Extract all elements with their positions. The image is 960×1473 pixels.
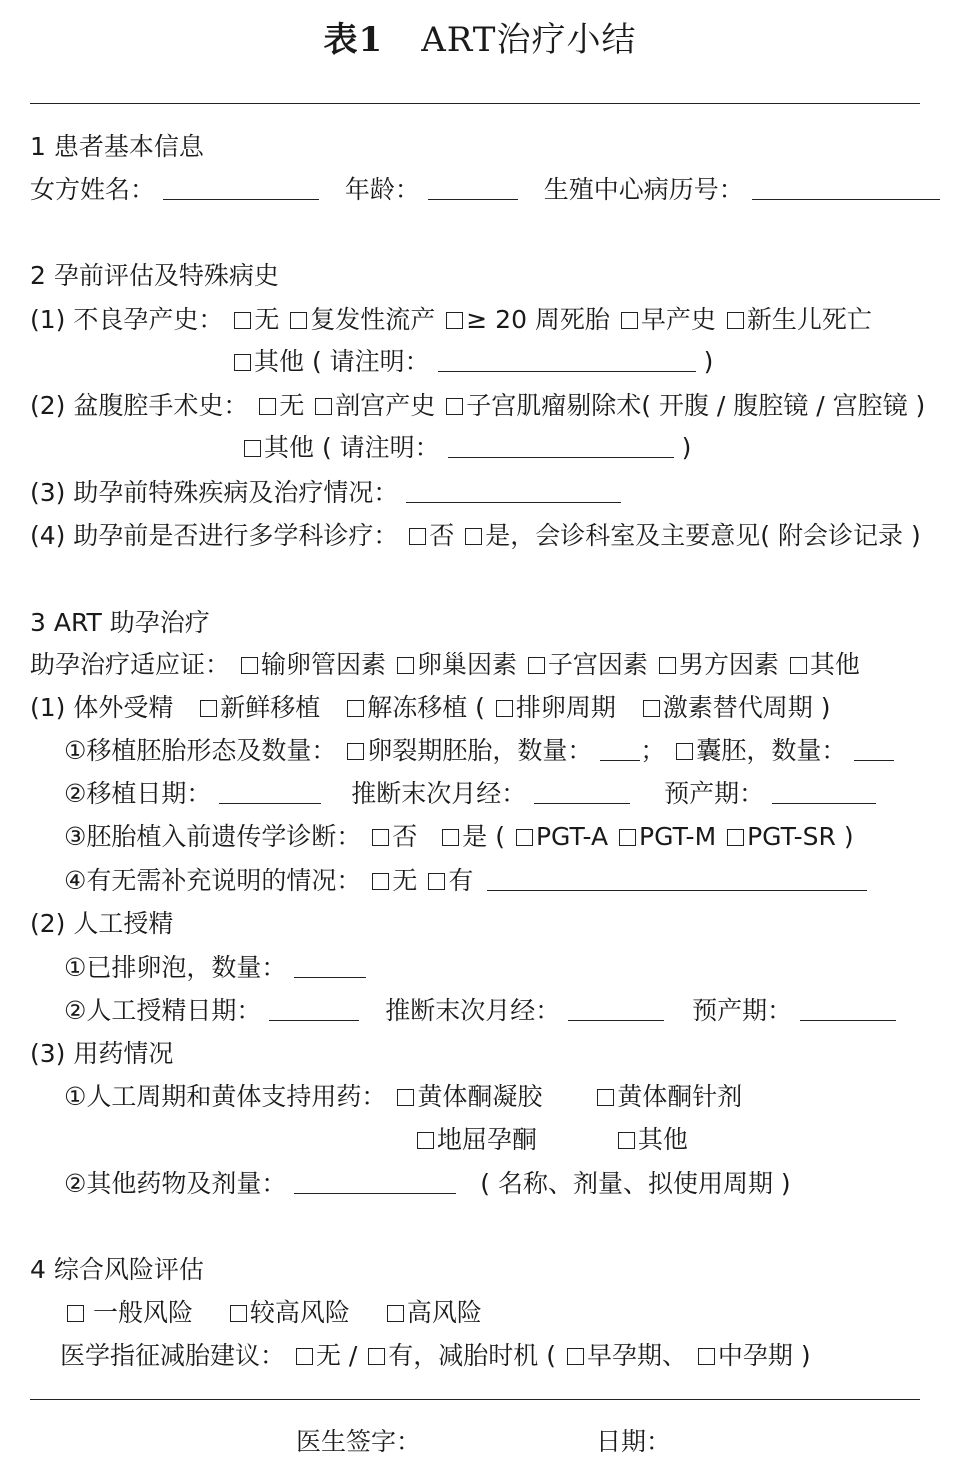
checkbox[interactable] xyxy=(417,1132,434,1149)
age-label: 年龄： xyxy=(344,175,420,204)
basic-info-row xyxy=(30,172,940,208)
option-general-risk: 一般风险 xyxy=(93,1298,194,1327)
option-stillbirth: ≥ 20 周死胎 xyxy=(466,305,610,334)
special-disease-field[interactable] xyxy=(406,478,621,503)
checkbox[interactable] xyxy=(368,1348,385,1365)
blastocyst-count-field[interactable] xyxy=(854,736,894,761)
option-male: 男方因素 xyxy=(678,650,779,679)
checkbox[interactable] xyxy=(372,873,389,890)
section3-heading: 3 ART 助孕治疗 xyxy=(30,608,210,637)
ivf-label: (1) 体外受精 xyxy=(30,693,174,722)
record-no-field[interactable] xyxy=(752,175,940,200)
transfer-date-field[interactable] xyxy=(219,779,321,804)
checkbox[interactable] xyxy=(643,700,660,717)
option-progesterone-injection: 黄体酮针剂 xyxy=(617,1082,743,1111)
pelvic-surgery-other-row xyxy=(241,430,691,466)
option-other: 其他 xyxy=(637,1125,688,1154)
embryo-row xyxy=(64,733,894,769)
blastocyst-label: 囊胚，数量： xyxy=(696,736,847,765)
luteal-support-label: ①人工周期和黄体支持用药： xyxy=(64,1082,387,1111)
specify-close: ) xyxy=(703,347,714,376)
edd-label: 预产期： xyxy=(664,779,765,808)
iui-date-label: ②人工授精日期： xyxy=(64,996,262,1025)
checkbox[interactable] xyxy=(296,1348,313,1365)
specify-open: ( 请注明： xyxy=(311,347,430,376)
option-ovulation-cycle: 排卵周期 xyxy=(515,693,616,722)
option-frozen-transfer: 解冻移植 ( xyxy=(367,693,485,722)
option-pgt-m: PGT-M xyxy=(639,822,717,851)
option-none: 无 xyxy=(279,391,305,420)
checkbox[interactable] xyxy=(200,700,217,717)
record-no-label: 生殖中心病历号： xyxy=(543,175,744,204)
pgt-label: ③胚胎植入前遗传学诊断： xyxy=(64,822,362,851)
adverse-pregnancy-label: (1) 不良孕产史： xyxy=(30,305,224,334)
special-disease-row xyxy=(30,475,621,511)
checkbox[interactable] xyxy=(234,354,251,371)
option-none: 无 xyxy=(254,305,280,334)
reduction-label: 医学指征减胎建议： xyxy=(60,1341,286,1370)
checkbox[interactable] xyxy=(618,1132,635,1149)
supplement-label: ④有无需补充说明的情况： xyxy=(64,866,362,895)
option-tubal: 输卵管因素 xyxy=(260,650,386,679)
age-field[interactable] xyxy=(428,175,518,200)
follicle-label: ①已排卵泡，数量： xyxy=(64,953,287,982)
checkbox[interactable] xyxy=(621,312,638,329)
checkbox[interactable] xyxy=(516,829,533,846)
checkbox[interactable] xyxy=(234,312,251,329)
pelvic-surgery-row xyxy=(30,388,925,424)
checkbox[interactable] xyxy=(676,743,693,760)
mdt-row xyxy=(30,518,921,554)
indication-row xyxy=(30,647,860,683)
lmp-field[interactable] xyxy=(568,996,664,1021)
option-myomectomy: 子宫肌瘤剔除术( 开腹 / 腹腔镜 / 宫腔镜 ) xyxy=(466,391,926,420)
checkbox[interactable] xyxy=(347,743,364,760)
transfer-date-row xyxy=(64,776,876,812)
option-no: 否 xyxy=(429,521,455,550)
option-progesterone-gel: 黄体酮凝胶 xyxy=(417,1082,543,1111)
option-yes: 有 xyxy=(448,866,474,895)
checkbox[interactable] xyxy=(496,700,513,717)
checkbox[interactable] xyxy=(567,1348,584,1365)
other-drugs-note: ( 名称、剂量、拟使用周期 ) xyxy=(480,1169,791,1198)
checkbox[interactable] xyxy=(259,398,276,415)
option-no: 否 xyxy=(392,822,418,851)
option-no: 无 / xyxy=(315,1341,358,1370)
checkbox[interactable] xyxy=(597,1089,614,1106)
indication-label: 助孕治疗适应证： xyxy=(30,650,231,679)
iui-label: (2) 人工授精 xyxy=(30,909,174,938)
checkbox[interactable] xyxy=(347,700,364,717)
specify-field[interactable] xyxy=(448,433,674,458)
checkbox[interactable] xyxy=(659,657,676,674)
option-first-trimester: 早孕期、 xyxy=(586,1341,687,1370)
option-recurrent-miscarriage: 复发性流产 xyxy=(310,305,436,334)
option-neonatal-death: 新生儿死亡 xyxy=(746,305,872,334)
option-high-risk: 高风险 xyxy=(406,1298,482,1327)
bottom-rule xyxy=(30,1399,920,1400)
checkbox[interactable] xyxy=(698,1348,715,1365)
other-drugs-label: ②其他药物及剂量： xyxy=(64,1169,287,1198)
lmp-label: 推断末次月经： xyxy=(351,779,527,808)
option-fresh-transfer: 新鲜移植 xyxy=(220,693,321,722)
ivf-row xyxy=(30,690,830,726)
luteal-support-row-2 xyxy=(414,1122,688,1158)
luteal-support-row xyxy=(64,1079,742,1115)
date-label: 日期： xyxy=(596,1427,672,1456)
checkbox[interactable] xyxy=(465,528,482,545)
iui-date-field[interactable] xyxy=(269,996,359,1021)
medication-label: (3) 用药情况 xyxy=(30,1039,174,1068)
option-yes: 是 ( xyxy=(462,822,505,851)
checkbox[interactable] xyxy=(372,829,389,846)
female-name-label: 女方姓名： xyxy=(30,175,156,204)
supplement-row xyxy=(64,863,867,899)
cleavage-label: 卵裂期胚胎，数量： xyxy=(367,736,593,765)
checkbox[interactable] xyxy=(790,657,807,674)
embryo-label: ①移植胚胎形态及数量： xyxy=(64,736,337,765)
lmp-label: 推断末次月经： xyxy=(385,996,561,1025)
option-hrt-cycle: 激素替代周期 ) xyxy=(662,693,831,722)
section2-heading: 2 孕前评估及特殊病史 xyxy=(30,261,279,290)
adverse-pregnancy-other-row xyxy=(231,344,713,380)
checkbox[interactable] xyxy=(528,657,545,674)
cleavage-count-field[interactable] xyxy=(600,736,640,761)
female-name-field[interactable] xyxy=(163,175,319,200)
option-other: 其他 xyxy=(254,347,305,376)
supplement-field[interactable] xyxy=(487,866,867,891)
mdt-label: (4) 助孕前是否进行多学科诊疗： xyxy=(30,521,399,550)
checkbox[interactable] xyxy=(315,398,332,415)
checkbox[interactable] xyxy=(387,1305,404,1322)
edd-label: 预产期： xyxy=(692,996,793,1025)
option-pgt-a: PGT-A xyxy=(535,822,609,851)
option-other: 其他 xyxy=(809,650,860,679)
edd-field[interactable] xyxy=(800,996,896,1021)
checkbox[interactable] xyxy=(241,657,258,674)
form-title xyxy=(0,12,960,61)
checkbox[interactable] xyxy=(244,440,261,457)
option-dydrogesterone: 地屈孕酮 xyxy=(437,1125,538,1154)
adverse-pregnancy-row xyxy=(30,302,872,338)
table-title-text: ART治疗小结 xyxy=(421,20,637,60)
option-higher-risk: 较高风险 xyxy=(249,1298,350,1327)
specify-field[interactable] xyxy=(438,347,696,372)
risk-row xyxy=(64,1295,482,1331)
option-yes: 有，减胎时机 ( xyxy=(388,1341,556,1370)
specify-open: ( 请注明： xyxy=(321,433,440,462)
checkbox[interactable] xyxy=(428,873,445,890)
checkbox[interactable] xyxy=(67,1305,84,1322)
option-no: 无 xyxy=(392,866,418,895)
reduction-row xyxy=(60,1338,811,1374)
checkbox[interactable] xyxy=(397,1089,414,1106)
checkbox[interactable] xyxy=(230,1305,247,1322)
option-other: 其他 xyxy=(264,433,315,462)
option-yes: 是，会诊科室及主要意见( 附会诊记录 ) xyxy=(485,521,921,550)
doctor-signature-label: 医生签字： xyxy=(296,1427,422,1456)
section1-heading: 1 患者基本信息 xyxy=(30,132,204,161)
specify-close: ) xyxy=(681,433,692,462)
checkbox[interactable] xyxy=(290,312,307,329)
option-uterine: 子宫因素 xyxy=(547,650,648,679)
separator: ； xyxy=(640,736,666,765)
lmp-field[interactable] xyxy=(534,779,630,804)
option-second-trimester: 中孕期 ) xyxy=(717,1341,811,1370)
checkbox[interactable] xyxy=(619,829,636,846)
special-disease-label: (3) 助孕前特殊疾病及治疗情况： xyxy=(30,478,399,507)
pgt-row xyxy=(64,819,854,855)
section4-heading: 4 综合风险评估 xyxy=(30,1255,204,1284)
follicle-count-field[interactable] xyxy=(294,953,366,978)
other-drugs-row xyxy=(64,1166,791,1202)
checkbox[interactable] xyxy=(727,312,744,329)
option-pgt-sr: PGT-SR ) xyxy=(747,822,854,851)
pelvic-surgery-label: (2) 盆腹腔手术史： xyxy=(30,391,249,420)
top-rule xyxy=(30,103,920,104)
option-ovarian: 卵巢因素 xyxy=(416,650,517,679)
other-drugs-field[interactable] xyxy=(294,1169,456,1194)
follicle-row xyxy=(64,950,366,986)
checkbox[interactable] xyxy=(446,398,463,415)
checkbox[interactable] xyxy=(446,312,463,329)
iui-date-row xyxy=(64,993,896,1029)
checkbox[interactable] xyxy=(397,657,414,674)
checkbox[interactable] xyxy=(442,829,459,846)
edd-field[interactable] xyxy=(772,779,876,804)
checkbox[interactable] xyxy=(409,528,426,545)
checkbox[interactable] xyxy=(727,829,744,846)
transfer-date-label: ②移植日期： xyxy=(64,779,212,808)
option-preterm: 早产史 xyxy=(640,305,716,334)
table-number: 表1 xyxy=(323,20,384,60)
option-cesarean: 剖宫产史 xyxy=(335,391,436,420)
